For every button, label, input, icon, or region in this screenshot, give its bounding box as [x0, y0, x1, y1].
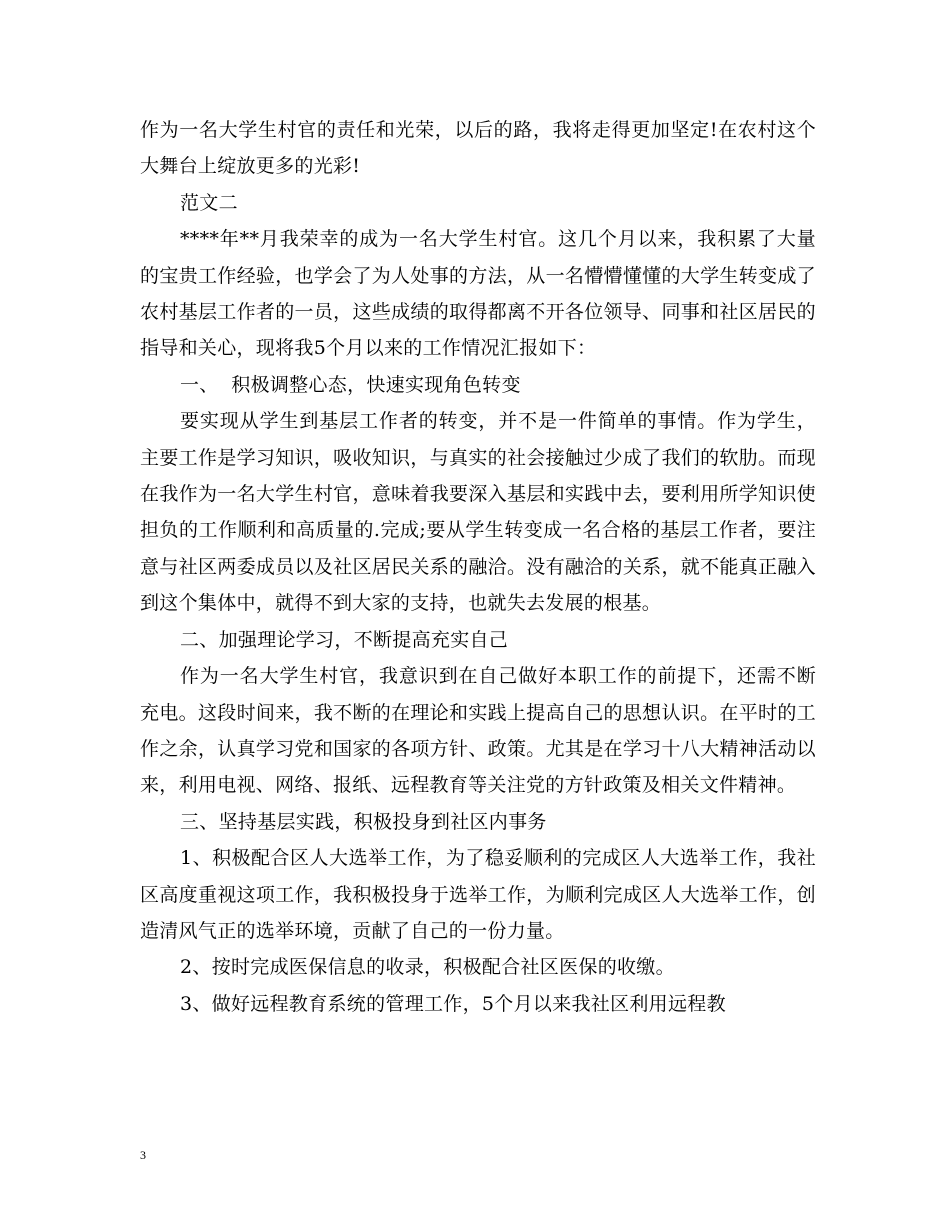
heading-3: 三、坚持基层实践，积极投身到社区内事务 — [180, 810, 547, 833]
list-item: 3、做好远程教育系统的管理工作，5个月以来我社区利用远程教 — [180, 992, 726, 1015]
list-item: 2、按时完成医保信息的收录，积极配合社区医保的收缴。 — [180, 956, 675, 979]
document-body — [140, 112, 816, 1022]
paragraph: 作为一名大学生村官的责任和光荣，以后的路，我将走得更加坚定!在农村这个大舞台上绽放更多的光彩! — [140, 119, 816, 178]
paragraph: 作为一名大学生村官，我意识到在自己做好本职工作的前提下，还需不断充电。这段时间来，我不断的在理论和实践上提高自己的思想认识。在平时的工作之余，认真学习党和国家的各项方针、政策。尤其是在学习十八大精神活动以来，利用电视、网络、报纸、远程教育等关注党的方针政策及相关文件精神。 — [140, 665, 816, 797]
heading-1: 一、 积极调整心态，快速实现角色转变 — [180, 373, 521, 396]
section-title-sample-2: 范文二 — [180, 191, 238, 214]
page-number: 3 — [140, 1148, 146, 1162]
list-item: 1、积极配合区人大选举工作，为了稳妥顺利的完成区人大选举工作，我社区高度重视这项工作，我积极投身于选举工作，为顺利完成区人大选举工作，创造清风气正的选举环境，贡献了自己的一份力量。 — [140, 847, 816, 942]
heading-2: 二、加强理论学习，不断提高充实自己 — [180, 628, 509, 651]
paragraph: 要实现从学生到基层工作者的转变，并不是一件简单的事情。作为学生，主要工作是学习知识，吸收知识，与真实的社会接触过少成了我们的软肋。而现在我作为一名大学生村官，意味着我要深入基层和实践中去，要利用所学知识使担负的工作顺利和高质量的.完成;要从学生转变成一名合格的基层工作者，要注意与社区两委成员以及社区居民关系的融洽。没有融洽的关系，就不能真正融入到这个集体中，就得不到大家的支持，也就失去发展的根基。 — [140, 410, 816, 615]
paragraph: ****年**月我荣幸的成为一名大学生村官。这几个月以来，我积累了大量的宝贵工作经验，也学会了为人处事的方法，从一名懵懵懂懂的大学生转变成了农村基层工作者的一员，这些成绩的取得都离不开各位领导、同事和社区居民的指导和关心，现将我5个月以来的工作情况汇报如下： — [140, 228, 816, 360]
